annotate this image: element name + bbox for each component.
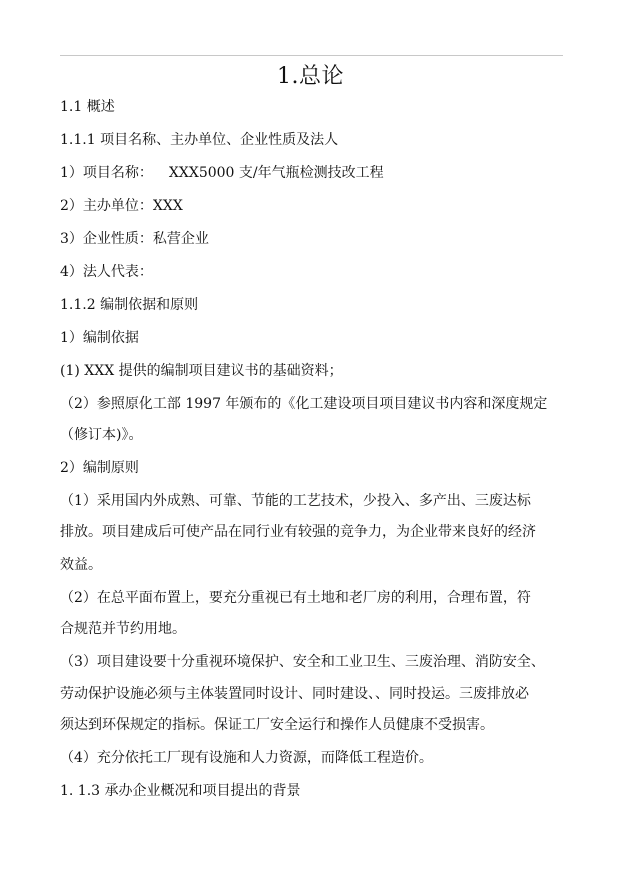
chapter-title: 1.总论: [277, 64, 344, 89]
basis-item-2-line-1: （2）参照原化工部 1997 年颁布的《化工建设项目项目建议书内容和深度规定: [60, 396, 548, 412]
project-name-label: 1）项目名称：: [60, 165, 153, 181]
principle-2-line-2: 合规范并节约用地。: [60, 621, 186, 637]
project-name-row: [60, 164, 384, 182]
project-name-value: XXX5000 支/年气瓶检测技改工程: [168, 165, 384, 181]
basis-heading: 1）编制依据: [60, 330, 139, 346]
basis-item-1: (1) XXX 提供的编制项目建议书的基础资料；: [60, 363, 343, 379]
principle-3-line-3: 须达到环保规定的指标。保证工厂安全运行和操作人员健康不受损害。: [60, 717, 494, 733]
principle-3-line-2: 劳动保护设施必须与主体装置同时设计、同时建设、、同时投运。三废排放必: [60, 686, 529, 702]
principle-4: （4）充分依托工厂现有设施和人力资源，而降低工程造价。: [60, 750, 433, 766]
basis-item-2-line-2: （修订本)》。: [60, 427, 143, 443]
principle-2-line-1: （2）在总平面布置上，要充分重视已有土地和老厂房的利用，合理布置，符: [60, 590, 531, 606]
legal-representative-row: 4）法人代表：: [60, 264, 153, 280]
principle-1-line-1: （1）采用国内外成熟、可靠、节能的工艺技术，少投入、多产出、三废达标: [60, 493, 531, 509]
principles-heading: 2）编制原则: [60, 460, 139, 476]
header-rule: [60, 55, 563, 56]
subsection-heading-1-1-2: 1.1.2 编制依据和原则: [60, 297, 199, 313]
principle-1-line-2: 排放。项目建成后可使产品在同行业有较强的竞争力，为企业带来良好的经济: [60, 524, 536, 540]
principle-1-line-3: 效益。: [60, 557, 102, 573]
subsection-heading-1-1-3: 1. 1.3 承办企业概况和项目提出的背景: [60, 783, 301, 799]
subsection-heading-1-1-1: 1.1.1 项目名称、主办单位、企业性质及法人: [60, 132, 339, 148]
enterprise-nature-row: 3）企业性质：私营企业: [60, 231, 209, 247]
principle-3-line-1: （3）项目建设要十分重视环境保护、安全和工业卫生、三废治理、消防安全、: [60, 654, 545, 670]
sponsor-row: 2）主办单位：XXX: [60, 198, 183, 214]
section-heading-1-1: 1.1 概述: [60, 99, 115, 115]
